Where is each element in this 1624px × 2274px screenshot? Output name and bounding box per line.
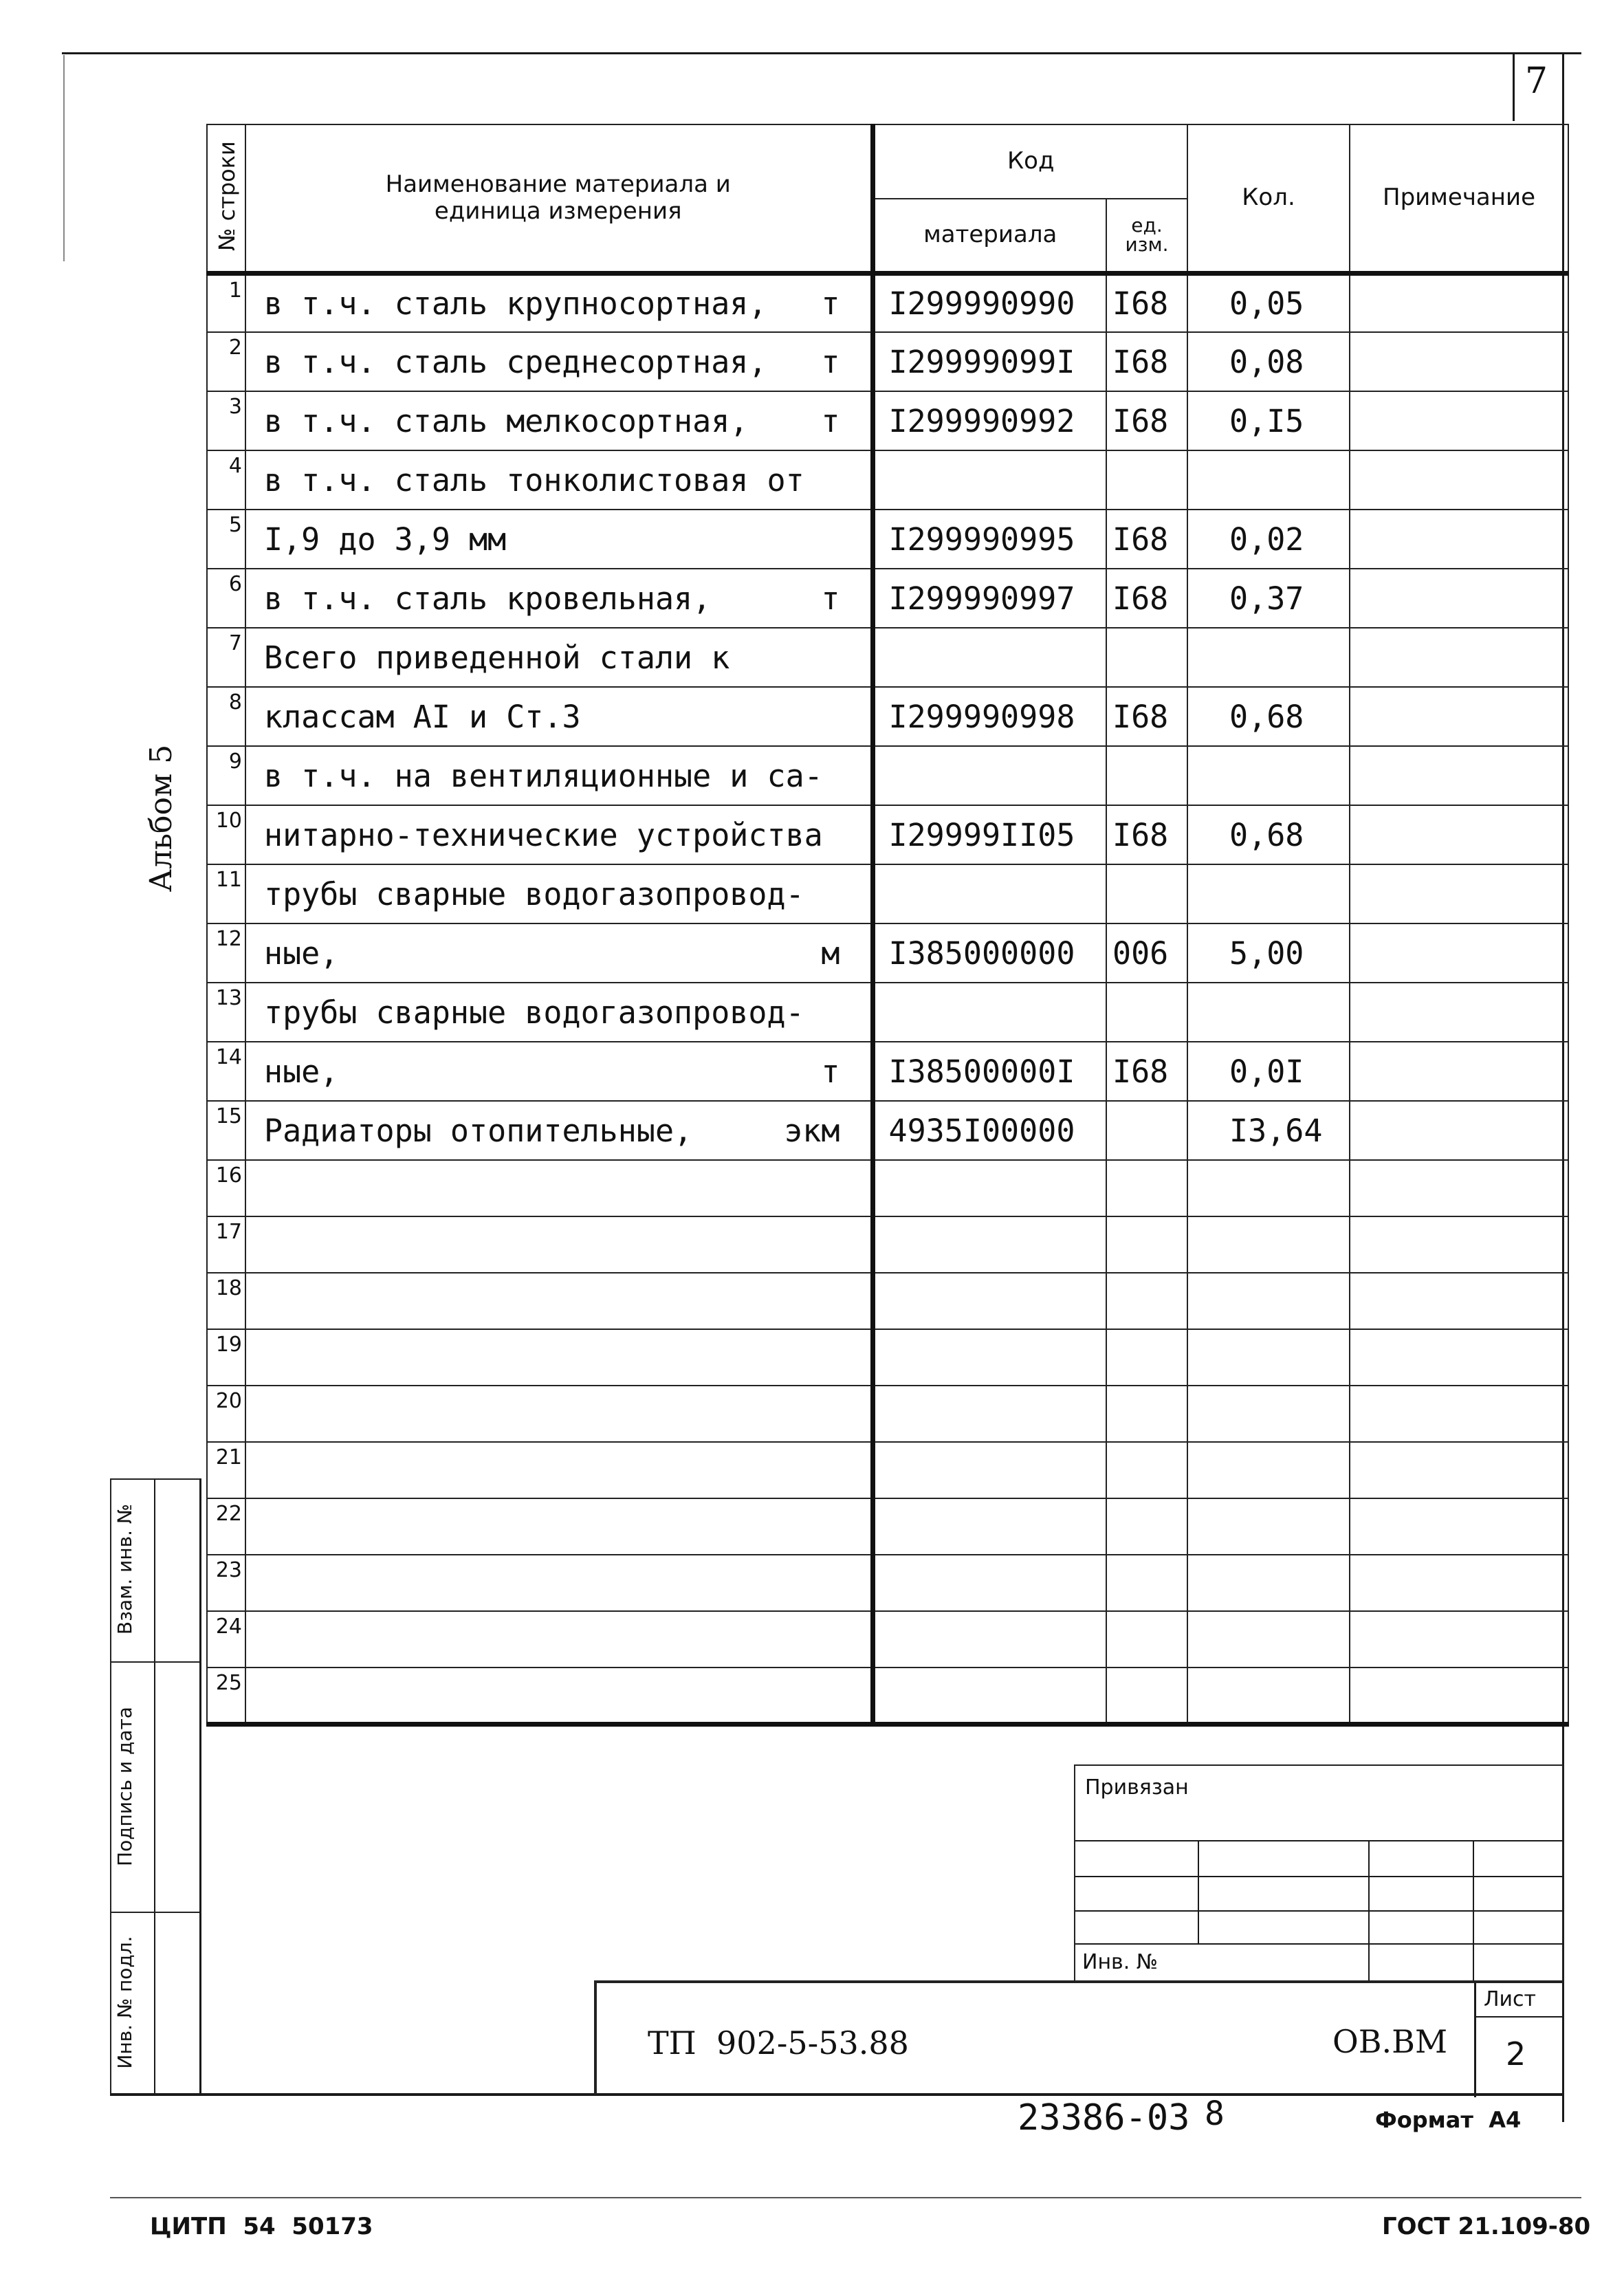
- table-row: [207, 1498, 1568, 1555]
- row-number: 23: [207, 1555, 245, 1611]
- table-row: [207, 983, 1568, 1042]
- row-name-text: трубы сварные водогазопровод-: [264, 875, 804, 912]
- row-note: [1350, 569, 1568, 628]
- row-note: [1350, 1216, 1568, 1273]
- left-frame-lower: [199, 1478, 201, 2095]
- header-code-group: Код: [873, 124, 1187, 199]
- row-name: [245, 391, 873, 450]
- row-name: [245, 1160, 873, 1216]
- row-code: [873, 1273, 1106, 1329]
- table-row: [207, 1160, 1568, 1216]
- row-name-text: в т.ч. сталь крупносортная,: [264, 285, 767, 322]
- row-number: 13: [207, 983, 245, 1042]
- table-row: [207, 923, 1568, 983]
- row-unit: м: [821, 934, 840, 972]
- stamp-suffix: 8: [1205, 2095, 1225, 2133]
- row-uom: I68: [1106, 391, 1187, 450]
- row-note: [1350, 1611, 1568, 1668]
- table-row: [207, 805, 1568, 864]
- table-row: [207, 1216, 1568, 1273]
- row-code: [873, 1498, 1106, 1555]
- row-unit: т: [821, 402, 840, 439]
- row-code: [873, 1386, 1106, 1442]
- row-qty: [1187, 1216, 1350, 1273]
- row-note: [1350, 450, 1568, 510]
- row-name: [245, 1329, 873, 1386]
- row-note: [1350, 1042, 1568, 1101]
- row-code: I299990997: [873, 569, 1106, 628]
- format-label: Формат А4: [1375, 2107, 1522, 2133]
- privyazan-block: [1074, 1764, 1563, 1982]
- row-number: 20: [207, 1386, 245, 1442]
- row-uom: [1106, 864, 1187, 923]
- row-unit: т: [821, 1053, 840, 1090]
- stamp-number: 23386-03: [1018, 2097, 1190, 2139]
- page-number-divider: [1513, 52, 1515, 121]
- row-name-text: в т.ч. сталь тонколистовая от: [264, 461, 804, 499]
- row-number: 11: [207, 864, 245, 923]
- material-rows: [207, 273, 1568, 1724]
- side-stamp-vzam-label: Взам. инв. №: [113, 1503, 136, 1635]
- table-row: [207, 1555, 1568, 1611]
- gost-label: ГОСТ 21.109-80: [1382, 2213, 1591, 2240]
- row-note: [1350, 1101, 1568, 1160]
- row-name: [245, 923, 873, 983]
- row-qty: [1187, 1555, 1350, 1611]
- row-name: [245, 1668, 873, 1724]
- row-number: 4: [207, 450, 245, 510]
- table-row: [207, 391, 1568, 450]
- row-qty: 0,08: [1187, 332, 1350, 391]
- row-note: [1350, 1329, 1568, 1386]
- left-margin-line: [63, 55, 65, 261]
- row-uom: [1106, 746, 1187, 805]
- row-note: [1350, 273, 1568, 332]
- row-uom: [1106, 1216, 1187, 1273]
- row-number: 1: [207, 273, 245, 332]
- row-code: 4935I00000: [873, 1101, 1106, 1160]
- side-stamp-vzam: [110, 1478, 201, 1663]
- row-name: [245, 687, 873, 746]
- row-name: [245, 1611, 873, 1668]
- top-frame-line: [62, 52, 1581, 54]
- row-qty: [1187, 1498, 1350, 1555]
- row-code: [873, 450, 1106, 510]
- row-number: 10: [207, 805, 245, 864]
- album-label: Альбом 5: [144, 744, 179, 893]
- row-unit: экм: [784, 1112, 840, 1149]
- row-number: 24: [207, 1611, 245, 1668]
- side-stamp-podpis-label: Подпись и дата: [113, 1707, 136, 1866]
- privyazan-label: Привязан: [1085, 1775, 1189, 1800]
- row-code: I299990990: [873, 273, 1106, 332]
- row-code: [873, 1160, 1106, 1216]
- row-qty: [1187, 1273, 1350, 1329]
- header-code-material: материала: [873, 199, 1106, 273]
- row-code: [873, 1442, 1106, 1498]
- row-qty: [1187, 1386, 1350, 1442]
- doc-code: ТП 902-5-53.88: [648, 2024, 909, 2062]
- side-stamp-inv-podl-label: Инв. № подл.: [113, 1936, 136, 2069]
- table-row: [207, 332, 1568, 391]
- sheet-mark: ОВ.ВМ: [1332, 2023, 1448, 2060]
- row-name-text: ные,: [264, 934, 339, 972]
- row-note: [1350, 1668, 1568, 1724]
- row-note: [1350, 805, 1568, 864]
- publisher-label: ЦИТП 54 50173: [150, 2213, 373, 2240]
- row-name-text: в т.ч. сталь мелкосортная,: [264, 402, 749, 439]
- row-note: [1350, 746, 1568, 805]
- row-number: 6: [207, 569, 245, 628]
- row-name-text: трубы сварные водогазопровод-: [264, 994, 804, 1031]
- row-name-text: классам AI и Ст.3: [264, 698, 581, 735]
- row-name-text: в т.ч. сталь среднесортная,: [264, 343, 767, 380]
- side-stamp-inv-podl: [110, 1912, 201, 2095]
- row-note: [1350, 1273, 1568, 1329]
- row-uom: [1106, 1386, 1187, 1442]
- row-qty: 0,02: [1187, 510, 1350, 569]
- row-name-text: Всего приведенной стали к: [264, 639, 730, 676]
- row-number: 21: [207, 1442, 245, 1498]
- row-number: 9: [207, 746, 245, 805]
- row-qty: [1187, 1329, 1350, 1386]
- header-code-unit: ед. изм.: [1106, 199, 1187, 273]
- row-qty: 5,00: [1187, 923, 1350, 983]
- row-name: [245, 450, 873, 510]
- row-uom: [1106, 1442, 1187, 1498]
- row-number: 22: [207, 1498, 245, 1555]
- row-qty: I3,64: [1187, 1101, 1350, 1160]
- row-name-text: в т.ч. сталь кровельная,: [264, 580, 712, 617]
- row-name: [245, 1555, 873, 1611]
- row-qty: [1187, 628, 1350, 687]
- row-uom: [1106, 628, 1187, 687]
- row-qty: 0,68: [1187, 687, 1350, 746]
- row-uom: [1106, 1101, 1187, 1160]
- table-row: [207, 273, 1568, 332]
- row-code: [873, 1555, 1106, 1611]
- table-row: [207, 628, 1568, 687]
- row-code: I29999II05: [873, 805, 1106, 864]
- row-note: [1350, 1498, 1568, 1555]
- row-code: [873, 1668, 1106, 1724]
- row-uom: [1106, 1611, 1187, 1668]
- row-qty: 0,68: [1187, 805, 1350, 864]
- row-note: [1350, 510, 1568, 569]
- row-name: [245, 1101, 873, 1160]
- row-name: [245, 510, 873, 569]
- row-uom: I68: [1106, 805, 1187, 864]
- page-number: 7: [1525, 61, 1548, 102]
- row-uom: I68: [1106, 687, 1187, 746]
- row-number: 12: [207, 923, 245, 983]
- row-uom: [1106, 1273, 1187, 1329]
- row-number: 18: [207, 1273, 245, 1329]
- row-unit: т: [821, 580, 840, 617]
- row-name-text: ные,: [264, 1053, 339, 1090]
- row-name: [245, 273, 873, 332]
- row-note: [1350, 864, 1568, 923]
- row-code: I299990998: [873, 687, 1106, 746]
- row-uom: I68: [1106, 569, 1187, 628]
- header-row-no-label: № строки: [214, 141, 240, 251]
- row-name-text: I,9 до 3,9 мм: [264, 521, 507, 558]
- row-qty: [1187, 864, 1350, 923]
- row-name: [245, 1042, 873, 1101]
- row-qty: [1187, 983, 1350, 1042]
- row-uom: [1106, 1555, 1187, 1611]
- row-uom: I68: [1106, 273, 1187, 332]
- row-note: [1350, 628, 1568, 687]
- row-name: [245, 1386, 873, 1442]
- row-uom: [1106, 983, 1187, 1042]
- row-qty: [1187, 1160, 1350, 1216]
- row-code: [873, 1216, 1106, 1273]
- row-number: 8: [207, 687, 245, 746]
- footer-rule: [110, 2197, 1581, 2198]
- row-qty: 0,0I: [1187, 1042, 1350, 1101]
- row-qty: [1187, 1442, 1350, 1498]
- row-unit: т: [821, 343, 840, 380]
- row-note: [1350, 391, 1568, 450]
- table-row: [207, 1611, 1568, 1668]
- row-note: [1350, 1555, 1568, 1611]
- row-name-text: в т.ч. на вентиляционные и са-: [264, 757, 823, 794]
- row-name-text: Радиаторы отопительные,: [264, 1112, 693, 1149]
- table-row: [207, 687, 1568, 746]
- row-qty: [1187, 450, 1350, 510]
- row-name: [245, 805, 873, 864]
- row-qty: 0,I5: [1187, 391, 1350, 450]
- row-name: [245, 746, 873, 805]
- row-name: [245, 628, 873, 687]
- table-row: [207, 450, 1568, 510]
- row-qty: [1187, 746, 1350, 805]
- row-note: [1350, 923, 1568, 983]
- row-unit: т: [821, 285, 840, 322]
- table-row: [207, 1101, 1568, 1160]
- inv-no-label: Инв. №: [1082, 1950, 1159, 1974]
- list-number: 2: [1506, 2035, 1526, 2073]
- row-uom: [1106, 450, 1187, 510]
- header-row-no: [207, 124, 245, 273]
- header-name: Наименование материала и единица измерения: [245, 124, 873, 273]
- row-name: [245, 332, 873, 391]
- row-code: [873, 983, 1106, 1042]
- table-row: [207, 1386, 1568, 1442]
- row-code: [873, 746, 1106, 805]
- row-number: 2: [207, 332, 245, 391]
- row-number: 16: [207, 1160, 245, 1216]
- row-name: [245, 1442, 873, 1498]
- row-name: [245, 864, 873, 923]
- row-number: 3: [207, 391, 245, 450]
- row-number: 25: [207, 1668, 245, 1724]
- table-row: [207, 1042, 1568, 1101]
- row-number: 5: [207, 510, 245, 569]
- row-name: [245, 983, 873, 1042]
- row-name: [245, 1498, 873, 1555]
- material-spec-table: [206, 124, 1569, 1727]
- row-qty: [1187, 1668, 1350, 1724]
- row-uom: [1106, 1668, 1187, 1724]
- row-uom: [1106, 1329, 1187, 1386]
- table-row: [207, 510, 1568, 569]
- table-row: [207, 569, 1568, 628]
- row-name: [245, 569, 873, 628]
- row-uom: [1106, 1160, 1187, 1216]
- row-number: 19: [207, 1329, 245, 1386]
- row-name: [245, 1216, 873, 1273]
- row-code: I385000000: [873, 923, 1106, 983]
- table-row: [207, 1668, 1568, 1724]
- row-name-text: нитарно-технические устройства: [264, 816, 823, 853]
- row-number: 7: [207, 628, 245, 687]
- row-note: [1350, 1442, 1568, 1498]
- row-uom: I68: [1106, 510, 1187, 569]
- table-row: [207, 746, 1568, 805]
- row-note: [1350, 332, 1568, 391]
- row-number: 17: [207, 1216, 245, 1273]
- row-note: [1350, 1160, 1568, 1216]
- row-uom: 006: [1106, 923, 1187, 983]
- row-qty: [1187, 1611, 1350, 1668]
- table-row: [207, 1329, 1568, 1386]
- table-row: [207, 1273, 1568, 1329]
- row-code: I299990992: [873, 391, 1106, 450]
- row-code: [873, 1329, 1106, 1386]
- row-uom: [1106, 1498, 1187, 1555]
- side-stamp-podpis: [110, 1661, 201, 1913]
- row-note: [1350, 983, 1568, 1042]
- table-row: [207, 864, 1568, 923]
- row-code: I299990995: [873, 510, 1106, 569]
- row-code: I29999099I: [873, 332, 1106, 391]
- row-number: 14: [207, 1042, 245, 1101]
- row-number: 15: [207, 1101, 245, 1160]
- header-note: Примечание: [1350, 124, 1568, 273]
- main-stamp: [594, 1980, 1563, 2095]
- row-code: [873, 1611, 1106, 1668]
- list-label: Лист: [1484, 1987, 1537, 2011]
- row-code: [873, 628, 1106, 687]
- row-uom: I68: [1106, 332, 1187, 391]
- row-code: I38500000I: [873, 1042, 1106, 1101]
- header-qty: Кол.: [1187, 124, 1350, 273]
- row-name: [245, 1273, 873, 1329]
- row-qty: 0,05: [1187, 273, 1350, 332]
- row-qty: 0,37: [1187, 569, 1350, 628]
- row-note: [1350, 1386, 1568, 1442]
- row-uom: I68: [1106, 1042, 1187, 1101]
- row-note: [1350, 687, 1568, 746]
- table-row: [207, 1442, 1568, 1498]
- row-code: [873, 864, 1106, 923]
